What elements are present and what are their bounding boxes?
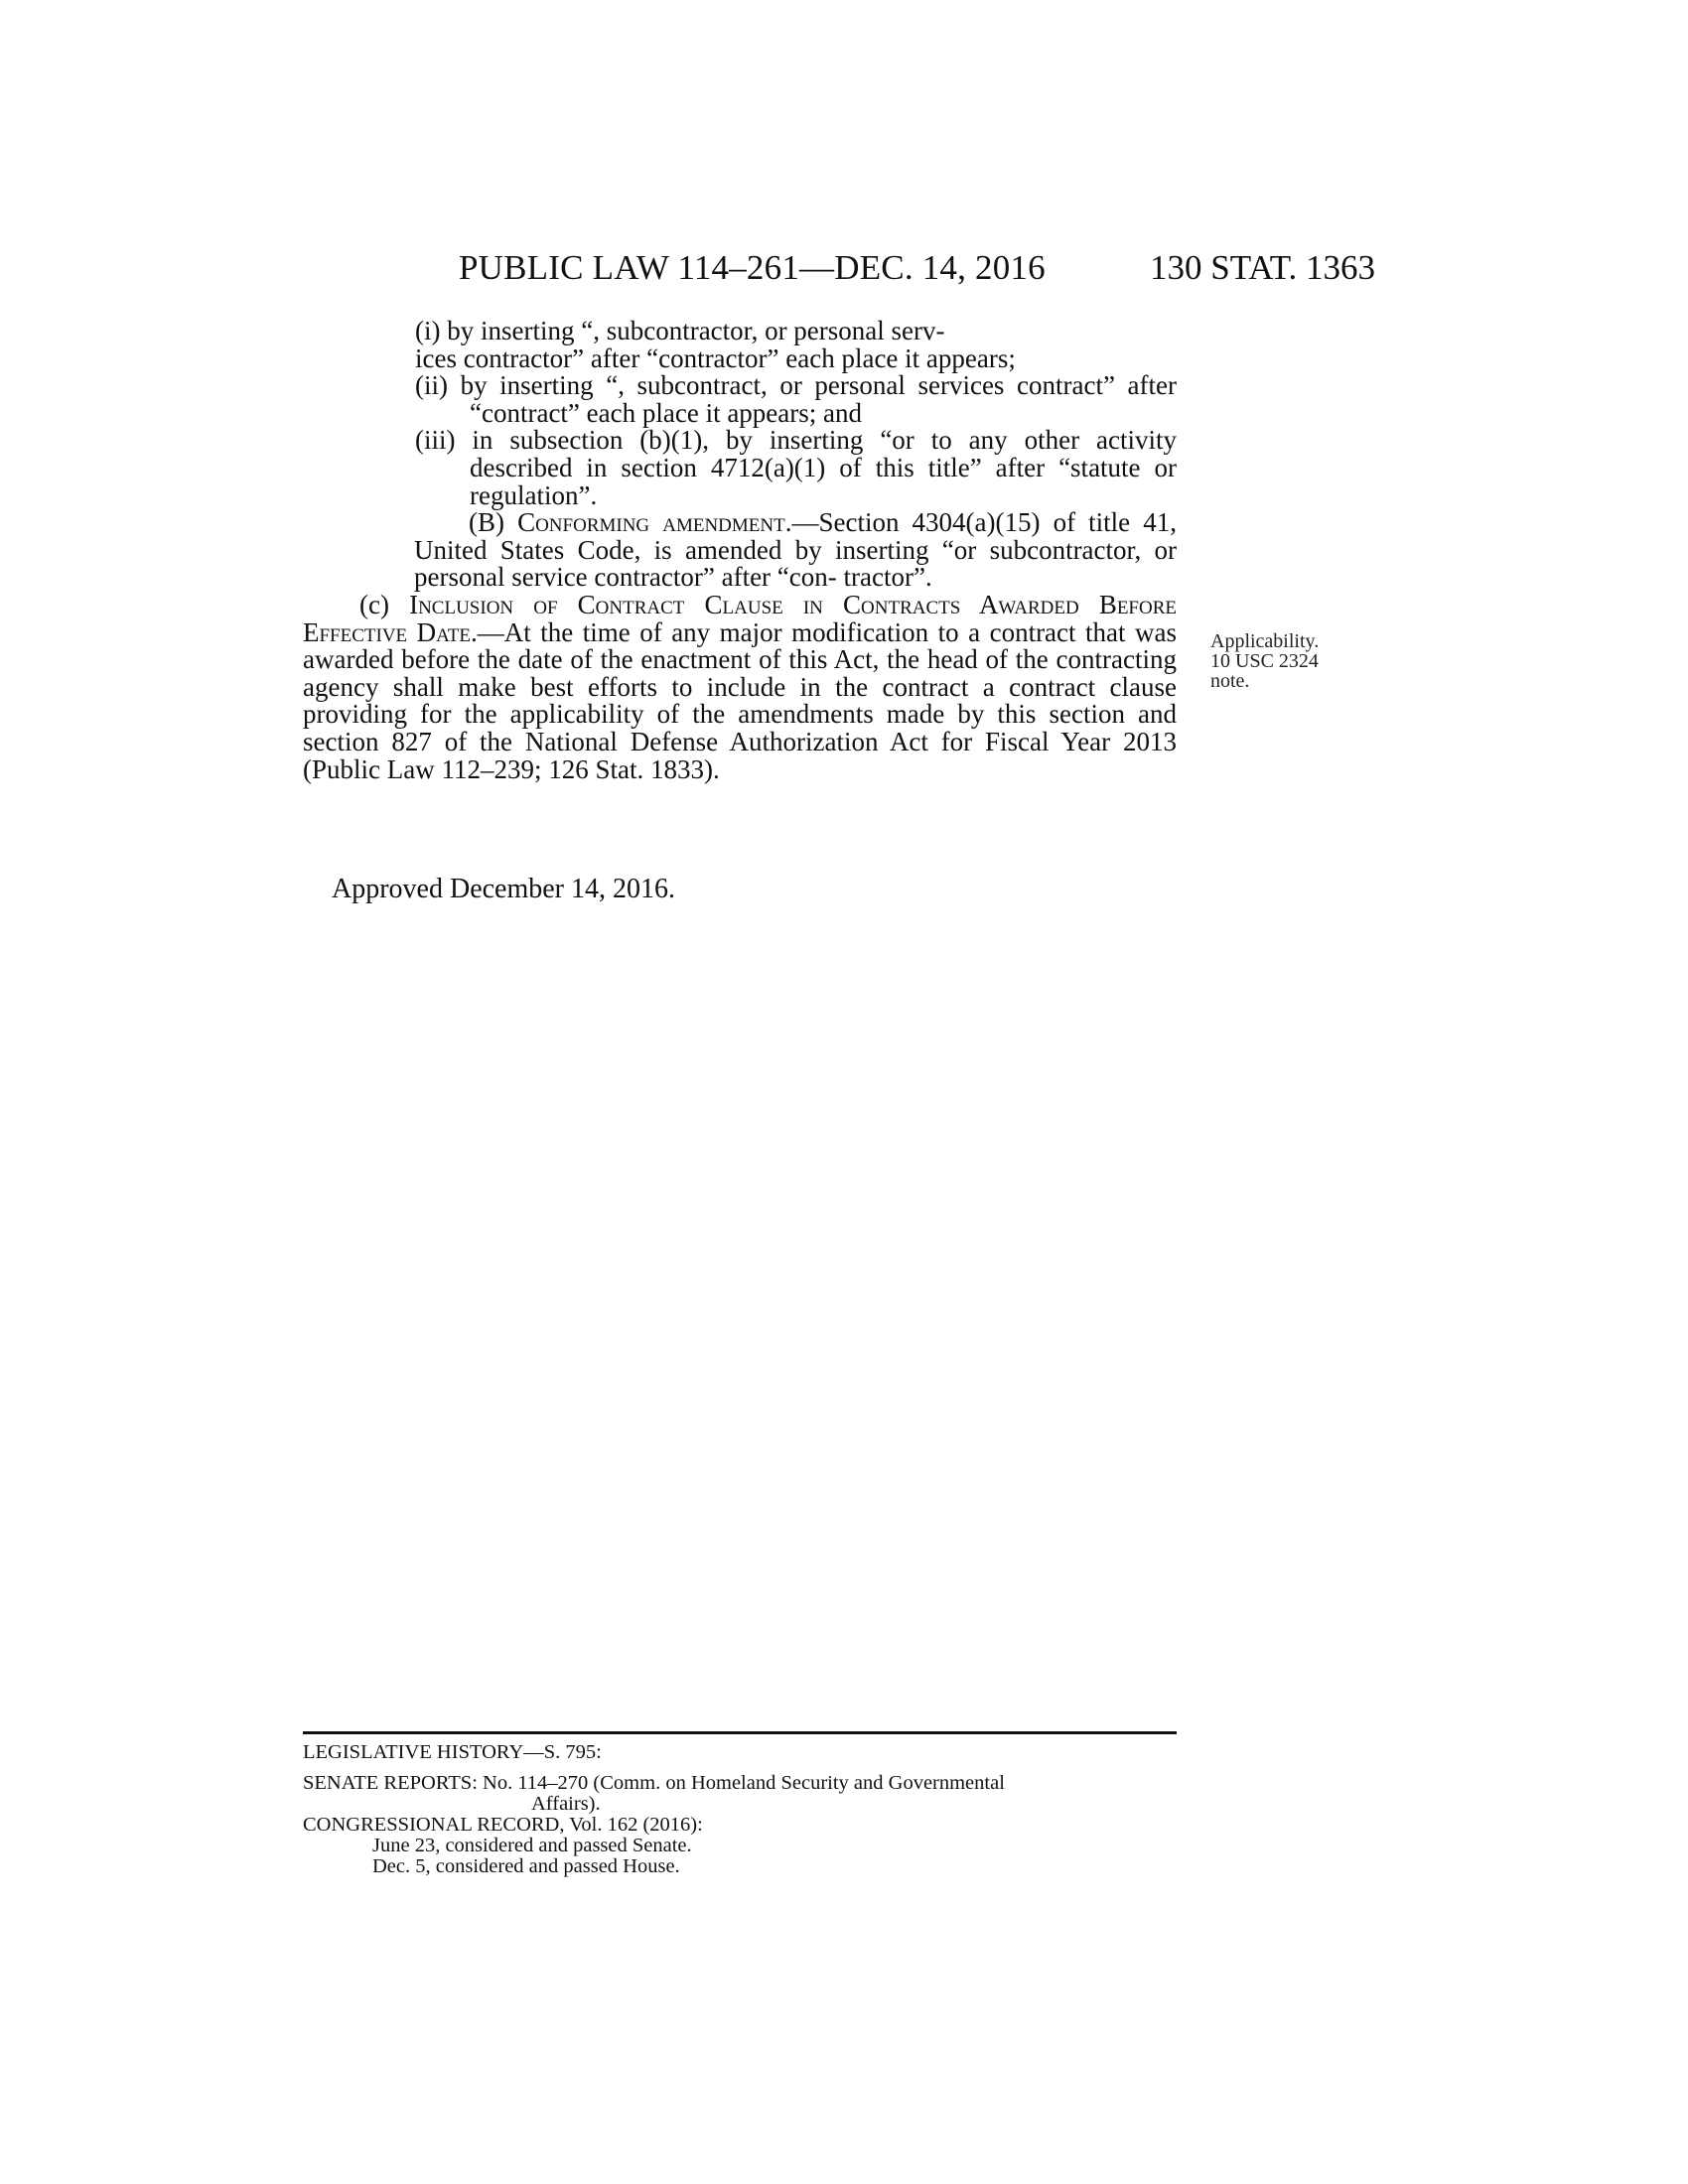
statute-body [303,318,1177,783]
subparagraph-B [303,509,1177,592]
legislative-history [303,1742,1177,1877]
subsection-c-heading: Inclusion of Contract Clause in Contracts Awarded Before Effective Date. [303,589,1178,647]
congressional-record: CONGRESSIONAL RECORD, Vol. 162 (2016): [303,1814,703,1836]
margin-note-line2: 10 USC 2324 [1210,650,1319,672]
footnote-rule [303,1731,1177,1734]
page-stat-number: 130 STAT. 1363 [1150,248,1375,287]
legislative-history-title: LEGISLATIVE HISTORY—S. 795: [303,1741,602,1763]
margin-note-line3: note. [1210,670,1250,692]
clause-iii: (iii) in subsection (b)(1), by inserting “or to any other activity described in section 4712(a)(1) of this title” after “statute or regulation”. [415,425,1177,510]
approval-date: Approved December 14, 2016. [332,874,676,904]
clause-i-line1: (i) by inserting “, subcontractor, or personal serv- [415,316,945,345]
clause-i-line2: ices contractor” after “contractor” each place it appears; [415,342,1016,373]
margin-note-line1: Applicability. [1210,630,1320,652]
subparagraph-B-heading: Conforming amendment. [517,507,792,538]
clause-ii: (ii) by inserting “, subcontract, or personal services contract” after “contract” each place it appears; and [415,370,1177,428]
senate-reports-line2: Affairs). [531,1793,601,1815]
subsection-c [303,589,1178,784]
subparagraph-B-label: (B) [469,507,518,538]
senate-reports-line1: SENATE REPORTS: No. 114–270 (Comm. on Homeland Security and Governmental [303,1772,1005,1794]
subsection-c-text: —At the time of any major modification to a contract that was awarded before the date of the enactment of this Act, the head of the contracting agency shall make best efforts to include in the contract a contract clause providing for the applicability of the amendments made by this section and section 827 of the National Defense Authorization Act for Fiscal Year 2013 (Public Law 112–239; 126 Stat. 1833). [303,616,1177,784]
clause-i [303,318,1177,372]
running-header-title: PUBLIC LAW 114–261—DEC. 14, 2016 [459,248,1046,287]
margin-note [1210,631,1359,691]
history-entry: Dec. 5, considered and passed House. [372,1855,680,1877]
subparagraph-B-text: —Section 4304(a)(15) of title 41, United States Code, is amended by inserting “or subcontractor, or personal service contractor” after “con- tractor”. [414,507,1177,593]
subsection-c-label: (c) [359,589,410,619]
history-entry: June 23, considered and passed Senate. [372,1835,692,1856]
